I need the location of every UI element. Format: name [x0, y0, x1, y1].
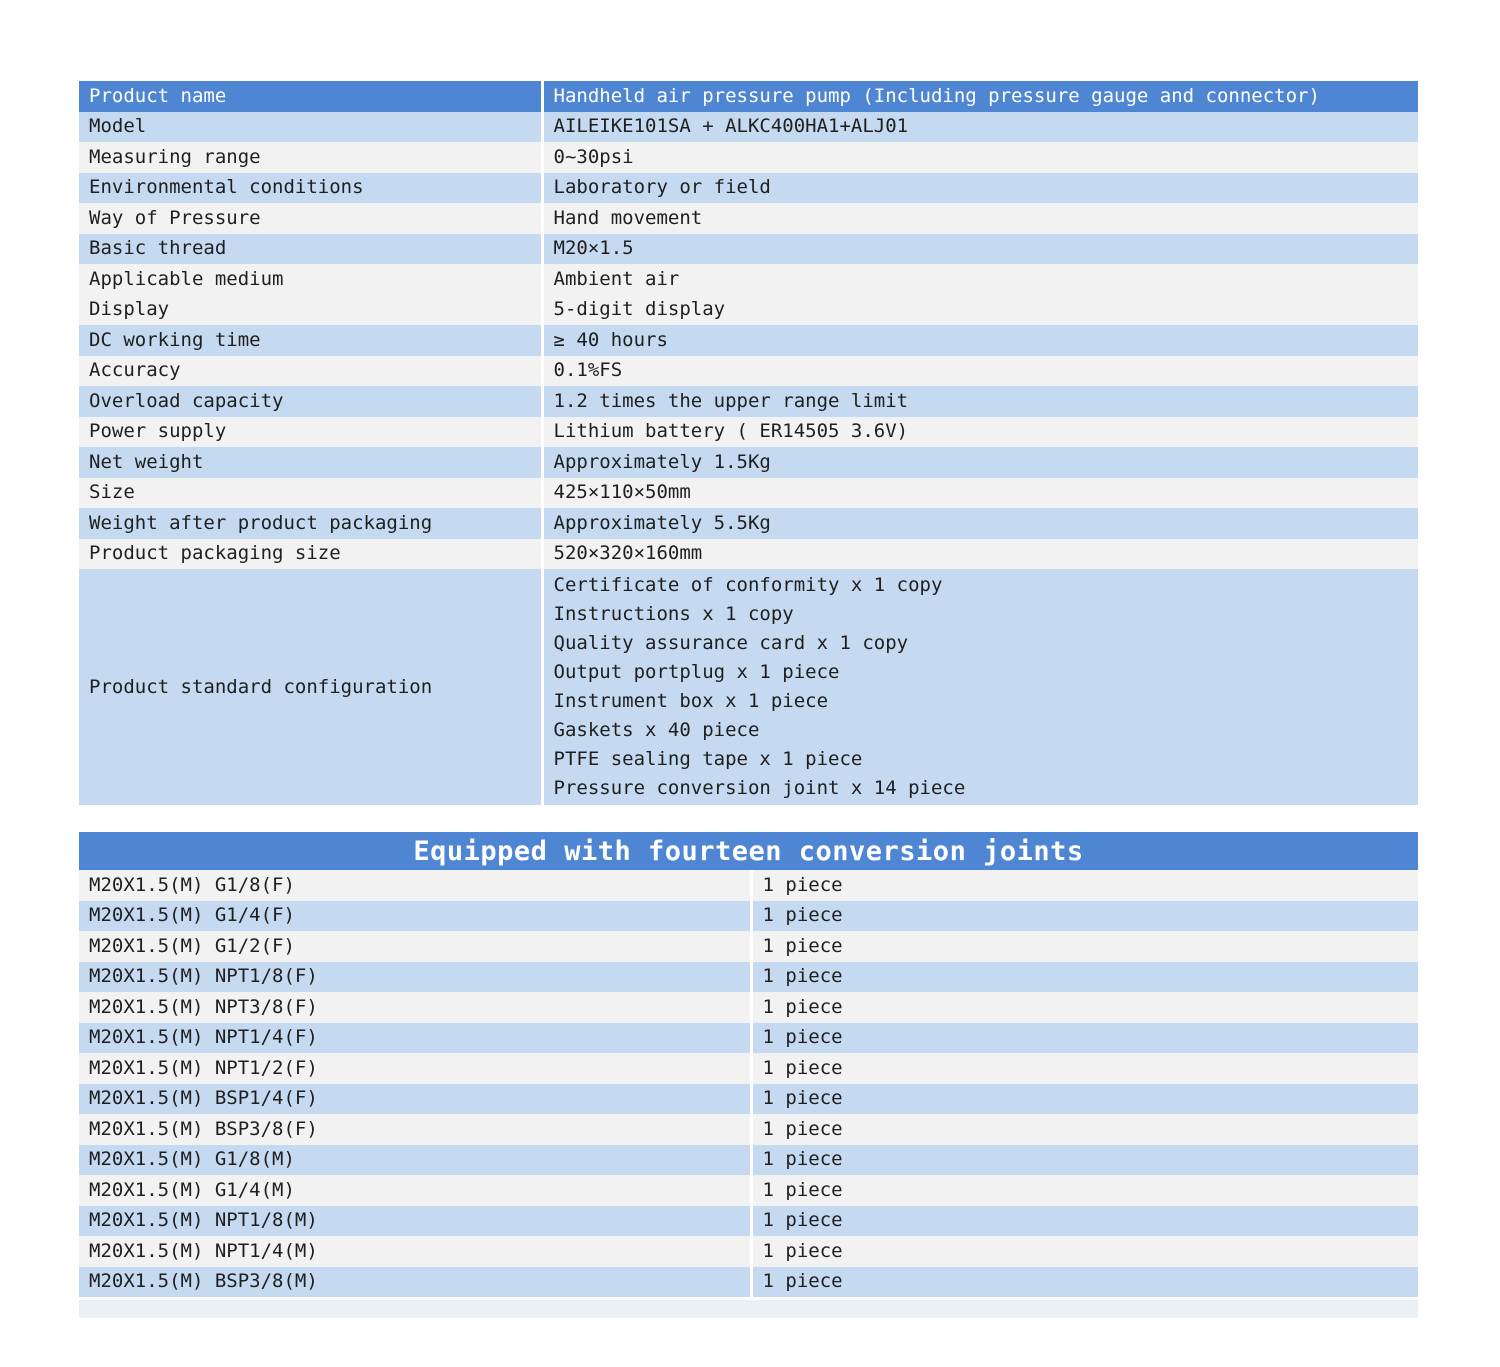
joint-row [79, 1175, 1418, 1206]
joint-spec: M20X1.5(M) NPT1/8(F) [79, 962, 751, 993]
spec-row [79, 417, 1418, 448]
spec-row [79, 508, 1418, 539]
joint-spec: M20X1.5(M) G1/4(M) [79, 1175, 751, 1206]
spec-value: Hand movement [542, 203, 1418, 234]
joint-qty: 1 piece [751, 1236, 1418, 1267]
joint-row [79, 962, 1418, 993]
spec-row [79, 142, 1418, 173]
spec-row [79, 325, 1418, 356]
spec-label: Overload capacity [79, 386, 542, 417]
spec-value: Laboratory or field [542, 173, 1418, 204]
spec-label: Product packaging size [79, 539, 542, 570]
spec-value: 520×320×160mm [542, 539, 1418, 570]
joint-spec: M20X1.5(M) BSP3/8(M) [79, 1267, 751, 1298]
configuration-row [79, 569, 1418, 805]
configuration-item: PTFE sealing tape x 1 piece [553, 748, 863, 770]
joint-row [79, 1206, 1418, 1237]
joint-qty: 1 piece [751, 1053, 1418, 1084]
spec-label: Net weight [79, 447, 542, 478]
spec-value: ≥ 40 hours [542, 325, 1418, 356]
spec-value: M20×1.5 [542, 234, 1418, 265]
joint-qty: 1 piece [751, 931, 1418, 962]
joint-qty: 1 piece [751, 1267, 1418, 1298]
joint-row [79, 1084, 1418, 1115]
joint-row [79, 1114, 1418, 1145]
spec-header-value: Handheld air pressure pump (Including pressure gauge and connector) [542, 81, 1418, 112]
joint-spec: M20X1.5(M) G1/2(F) [79, 931, 751, 962]
joint-row [79, 1267, 1418, 1298]
spec-value: AILEIKE101SA + ALKC400HA1+ALJ01 [542, 112, 1418, 143]
spec-row [79, 478, 1418, 509]
joint-table [79, 832, 1418, 1297]
joint-spec: M20X1.5(M) BSP3/8(F) [79, 1114, 751, 1145]
joint-qty: 1 piece [751, 1084, 1418, 1115]
joint-qty: 1 piece [751, 992, 1418, 1023]
joint-qty: 1 piece [751, 1175, 1418, 1206]
joint-spec: M20X1.5(M) G1/8(F) [79, 870, 751, 901]
joint-table-footer [79, 1300, 1418, 1318]
spec-row [79, 356, 1418, 387]
joint-qty: 1 piece [751, 870, 1418, 901]
configuration-item: Pressure conversion joint x 14 piece [553, 777, 966, 799]
joint-table-title: Equipped with fourteen conversion joints [79, 832, 1418, 870]
spec-table [79, 81, 1418, 805]
spec-value: Ambient air [542, 264, 1418, 295]
joint-qty: 1 piece [751, 1023, 1418, 1054]
spec-value: 0~30psi [542, 142, 1418, 173]
joint-qty: 1 piece [751, 1145, 1418, 1176]
spec-label: Size [79, 478, 542, 509]
joint-row [79, 931, 1418, 962]
joint-spec: M20X1.5(M) NPT3/8(F) [79, 992, 751, 1023]
configuration-label: Product standard configuration [79, 569, 542, 805]
joint-qty: 1 piece [751, 901, 1418, 932]
joint-qty: 1 piece [751, 962, 1418, 993]
spec-value: 0.1%FS [542, 356, 1418, 387]
spec-row [79, 447, 1418, 478]
spec-label: Model [79, 112, 542, 143]
configuration-item: Gaskets x 40 piece [553, 719, 760, 741]
joint-row [79, 992, 1418, 1023]
spec-row [79, 203, 1418, 234]
joint-spec: M20X1.5(M) G1/4(F) [79, 901, 751, 932]
spec-label: Measuring range [79, 142, 542, 173]
spec-row [79, 264, 1418, 295]
spec-label: Basic thread [79, 234, 542, 265]
spec-header-label: Product name [79, 81, 542, 112]
joint-spec: M20X1.5(M) G1/8(M) [79, 1145, 751, 1176]
spec-value: Lithium battery ( ER14505 3.6V) [542, 417, 1418, 448]
joint-spec: M20X1.5(M) NPT1/8(M) [79, 1206, 751, 1237]
spec-value: 1.2 times the upper range limit [542, 386, 1418, 417]
spec-value: 5-digit display [542, 295, 1418, 326]
configuration-item: Quality assurance card x 1 copy [553, 632, 909, 654]
configuration-list [542, 569, 1418, 805]
spec-label: Power supply [79, 417, 542, 448]
joint-row [79, 1145, 1418, 1176]
spec-row [79, 386, 1418, 417]
configuration-item: Instructions x 1 copy [553, 603, 794, 625]
spec-row [79, 173, 1418, 204]
spec-label: Display [79, 295, 542, 326]
spec-value: 425×110×50mm [542, 478, 1418, 509]
joint-spec: M20X1.5(M) BSP1/4(F) [79, 1084, 751, 1115]
configuration-item: Certificate of conformity x 1 copy [553, 574, 943, 596]
joint-spec: M20X1.5(M) NPT1/4(F) [79, 1023, 751, 1054]
configuration-item: Output portplug x 1 piece [553, 661, 840, 683]
spec-row [79, 234, 1418, 265]
spec-label: Applicable medium [79, 264, 542, 295]
spec-label: Environmental conditions [79, 173, 542, 204]
joint-row [79, 1053, 1418, 1084]
joint-row [79, 1023, 1418, 1054]
spec-label: DC working time [79, 325, 542, 356]
spec-label: Weight after product packaging [79, 508, 542, 539]
joint-row [79, 901, 1418, 932]
spec-label: Accuracy [79, 356, 542, 387]
joint-qty: 1 piece [751, 1114, 1418, 1145]
joint-spec: M20X1.5(M) NPT1/4(M) [79, 1236, 751, 1267]
spec-value: Approximately 5.5Kg [542, 508, 1418, 539]
spec-label: Way of Pressure [79, 203, 542, 234]
spec-row [79, 539, 1418, 570]
spec-row [79, 295, 1418, 326]
joint-row [79, 1236, 1418, 1267]
joint-qty: 1 piece [751, 1206, 1418, 1237]
spec-row [79, 112, 1418, 143]
spec-header-row [79, 81, 1418, 112]
joint-spec: M20X1.5(M) NPT1/2(F) [79, 1053, 751, 1084]
spec-value: Approximately 1.5Kg [542, 447, 1418, 478]
configuration-item: Instrument box x 1 piece [553, 690, 829, 712]
joint-row [79, 870, 1418, 901]
joint-table-title-row [79, 832, 1418, 870]
